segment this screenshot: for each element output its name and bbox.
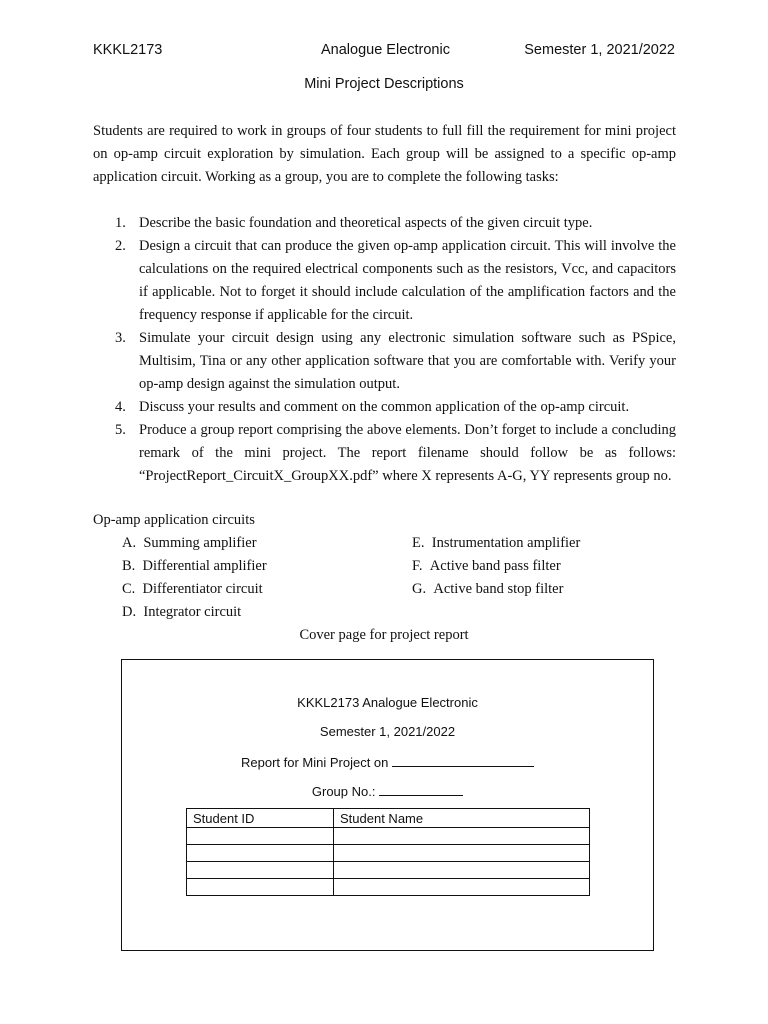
table-header-row (187, 809, 590, 828)
circuit-item-b: B. Differential amplifier (122, 558, 267, 574)
circuit-item-f: F. Active band pass filter (412, 558, 561, 574)
intro-paragraph: Students are required to work in groups of four students to full fill the requirement for mini project on op-amp circuit exploration by simulation. Each group will be assigned to a specific op-amp application circuit. Working as a group, you are to complete the following tasks: (93, 123, 676, 185)
student-id-cell[interactable] (187, 845, 334, 862)
task-item (93, 419, 676, 488)
task-item (93, 327, 676, 396)
table-row (187, 862, 590, 879)
task-list (93, 212, 676, 488)
table-row (187, 879, 590, 896)
circuits-heading: Op-amp application circuits (93, 512, 255, 528)
task-number: 5. (115, 422, 126, 438)
circuit-item-c: C. Differentiator circuit (122, 581, 263, 597)
task-number: 3. (115, 330, 126, 346)
group-number-blank[interactable] (379, 782, 463, 796)
student-name-cell[interactable] (334, 828, 590, 845)
table-row (187, 828, 590, 845)
table-row (187, 845, 590, 862)
page-header (93, 42, 675, 62)
circuit-item-g: G. Active band stop filter (412, 581, 564, 597)
cover-caption: Cover page for project report (299, 627, 469, 643)
student-id-cell[interactable] (187, 879, 334, 896)
student-id-header: Student ID (187, 809, 334, 828)
task-item (93, 212, 676, 235)
student-id-cell[interactable] (187, 828, 334, 845)
course-code: KKKL2173 (93, 42, 163, 58)
task-number: 4. (115, 399, 126, 415)
page-title: Mini Project Descriptions (304, 76, 464, 92)
task-text: Describe the basic foundation and theoretical aspects of the given circuit type. (139, 215, 593, 231)
report-label: Report for Mini Project on (240, 755, 389, 770)
cover-course-line: KKKL2173 Analogue Electronic (297, 695, 478, 710)
task-text: Discuss your results and comment on the common application of the op-amp circuit. (139, 399, 630, 415)
student-name-cell[interactable] (334, 845, 590, 862)
circuit-item-e: E. Instrumentation amplifier (412, 535, 581, 551)
group-label: Group No.: (311, 784, 376, 799)
student-name-header: Student Name (334, 809, 590, 828)
student-name-cell[interactable] (334, 879, 590, 896)
student-table (186, 808, 590, 896)
student-name-cell[interactable] (334, 862, 590, 879)
course-name: Analogue Electronic (321, 42, 450, 58)
report-topic-blank[interactable] (392, 753, 534, 767)
circuit-item-a: A. Summing amplifier (122, 535, 257, 551)
cover-page-box (121, 659, 654, 951)
cover-semester-line: Semester 1, 2021/2022 (319, 724, 456, 739)
task-item (93, 396, 676, 419)
task-text: Produce a group report comprising the above elements. Don’t forget to include a concluding remark of the mini project. The report filename should follow be as follows: “ProjectReport_CircuitX_GroupXX.pdf” where X represents A-G, YY represents group no. (139, 422, 676, 484)
task-item (93, 235, 676, 327)
semester: Semester 1, 2021/2022 (524, 42, 675, 58)
student-id-cell[interactable] (187, 862, 334, 879)
task-number: 2. (115, 238, 126, 254)
task-text: Design a circuit that can produce the given op-amp application circuit. This will involve the calculations on the required electrical components such as the resistors, Vcc, and capacitors if applicable. Not to forget it should include calculation of the amplification factors and the frequency response if applicable for the circuit. (139, 238, 676, 323)
cover-report-line (122, 753, 653, 770)
task-text: Simulate your circuit design using any electronic simulation software such as PSpice, Multisim, Tina or any other application software that you are comfortable with. Verify your op-amp design against the simulation output. (139, 330, 676, 392)
task-number: 1. (115, 215, 126, 231)
cover-group-line (122, 782, 653, 799)
circuit-item-d: D. Integrator circuit (122, 604, 242, 620)
